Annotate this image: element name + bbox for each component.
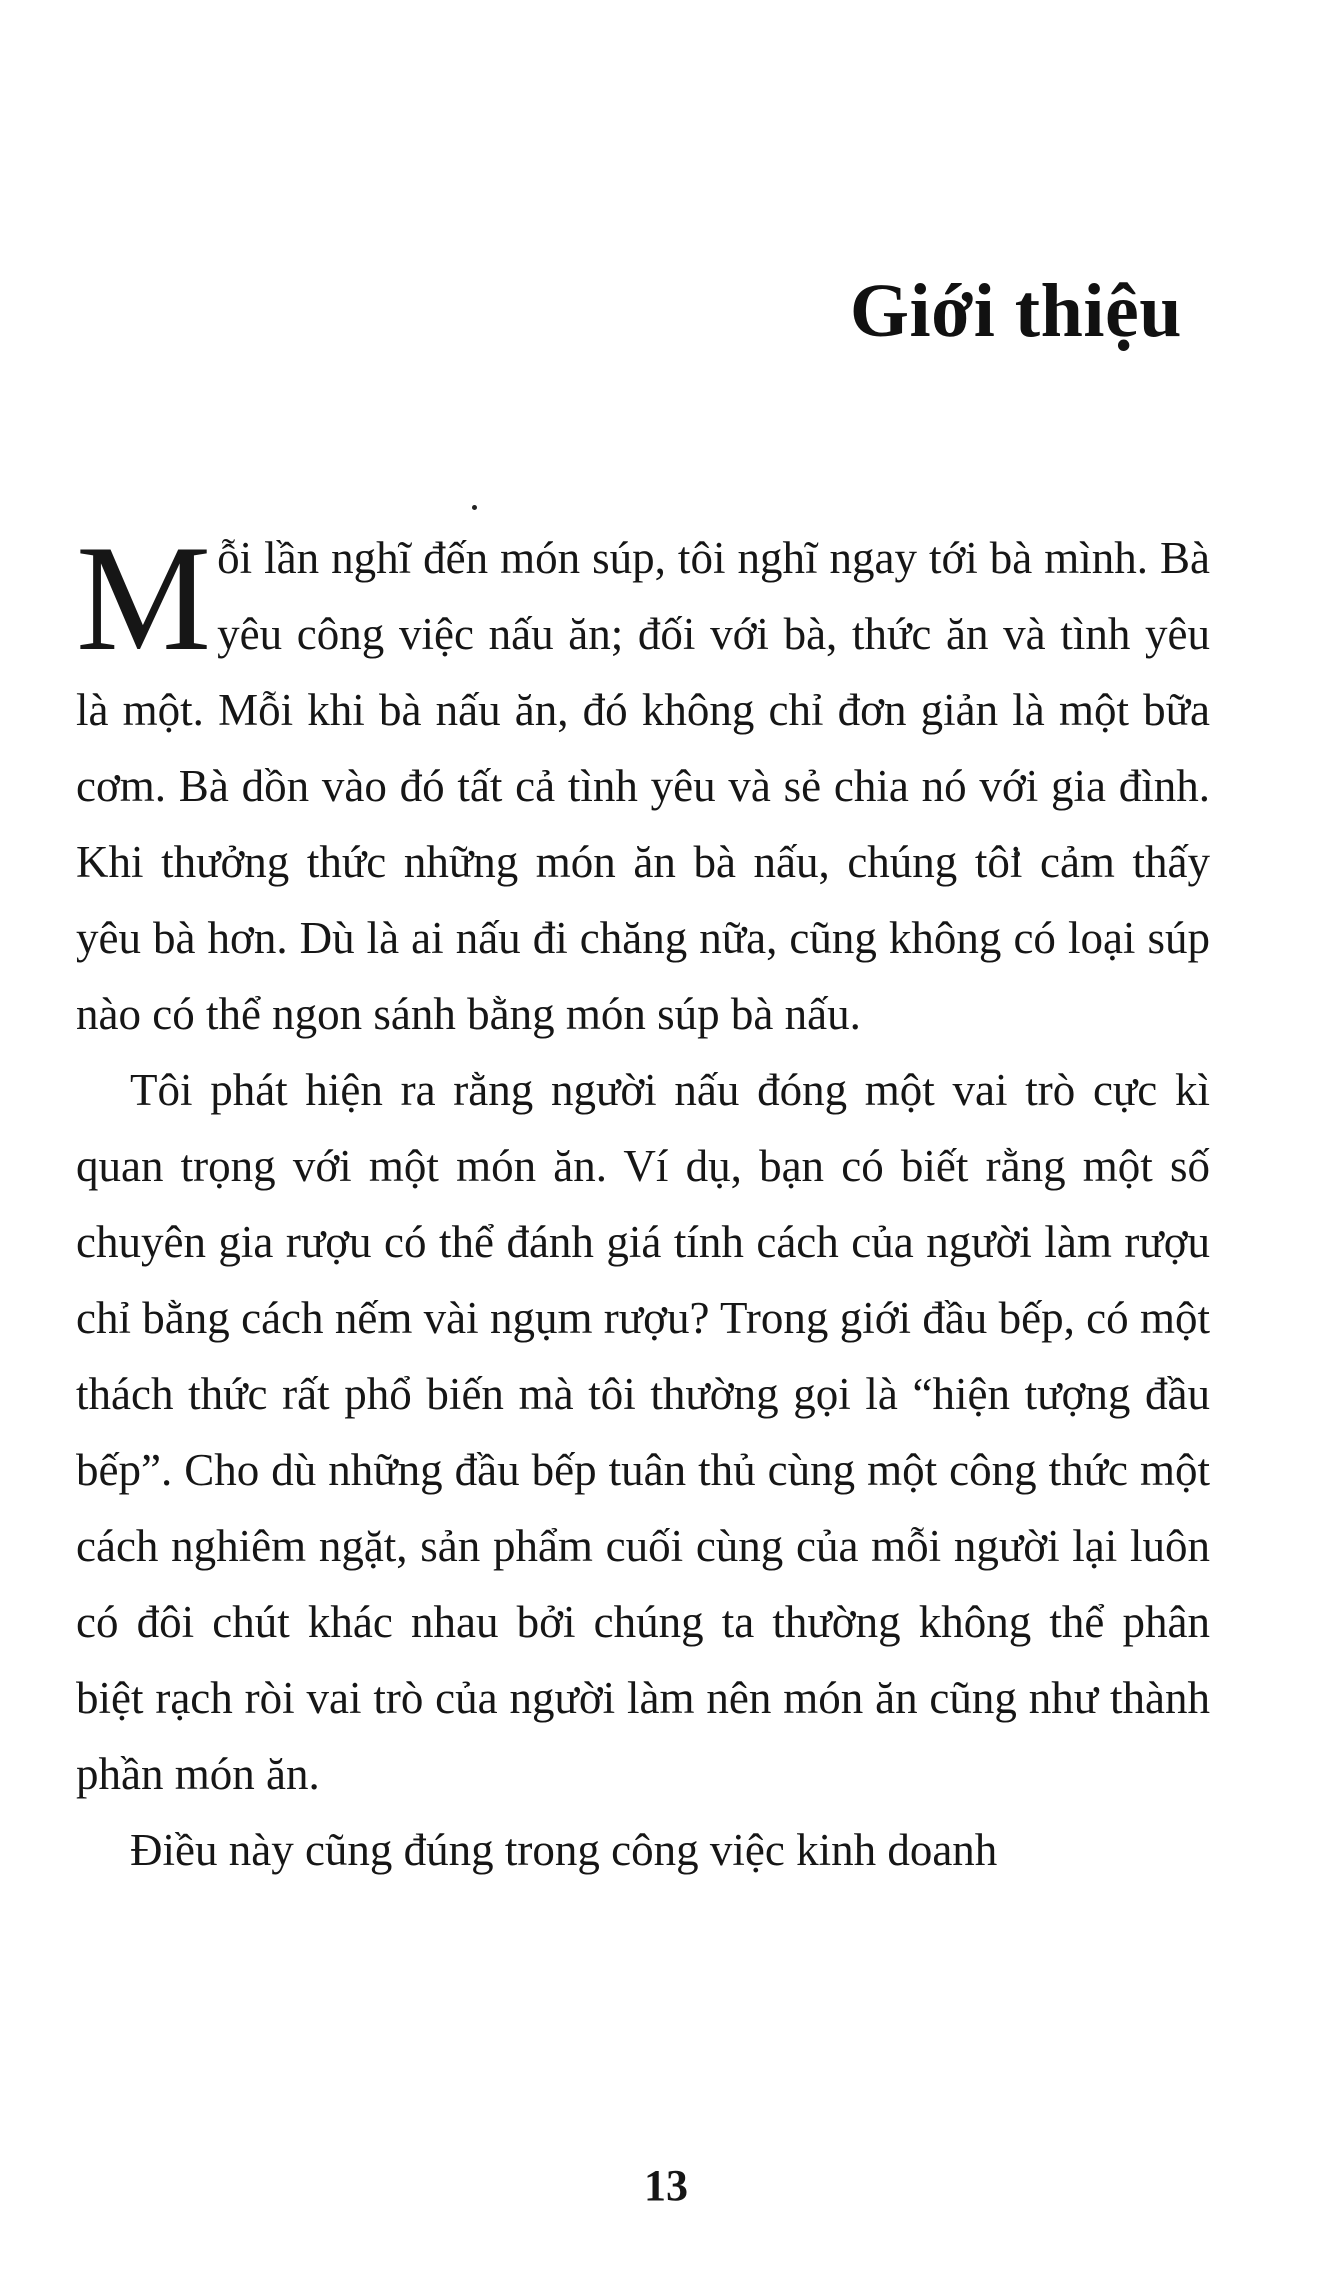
paragraph-1 xyxy=(76,514,1210,1052)
print-speck xyxy=(472,505,477,510)
paragraph-text: ỗi lần nghĩ đến món súp, tôi nghĩ ngay tới bà mình. Bà yêu công việc nấu ăn; đối với bà, thức ăn và tình yêu là một. Mỗi khi bà nấu ăn, đó không chỉ đơn giản là một bữa cơm. Bà dồn vào đó tất cả tình yêu và sẻ chia nó với gia đình. Khi thưởng thức những món ăn bà nấu, chúng tôi cảm thấy yêu bà hơn. Dù là ai nấu đi chăng nữa, cũng không có loại súp nào có thể ngon sánh bằng món súp bà nấu. xyxy=(76,533,1210,1039)
paragraph-text: Điều này cũng đúng trong công việc kinh doanh xyxy=(130,1825,998,1875)
chapter-title: Giới thiệu xyxy=(849,269,1182,353)
drop-cap: M xyxy=(76,514,212,682)
paragraph-2 xyxy=(76,1052,1210,1812)
paragraph-3 xyxy=(76,1812,1210,1888)
paragraph-text: Tôi phát hiện ra rằng người nấu đóng một vai trò cực kì quan trọng với một món ăn. Ví dụ, bạn có biết rằng một số chuyên gia rượu có thể đánh giá tính cách của người làm rượu chỉ bằng cách nếm vài ngụm rượu? Trong giới đầu bếp, có một thách thức rất phổ biến mà tôi thường gọi là “hiện tượng đầu bếp”. Cho dù những đầu bếp tuân thủ cùng một công thức một cách nghiêm ngặt, sản phẩm cuối cùng của mỗi người lại luôn có đôi chút khác nhau bởi chúng ta thường không thể phân biệt rạch ròi vai trò của người làm nên món ăn cũng như thành phần món ăn. xyxy=(76,1065,1210,1799)
page-number: 13 xyxy=(644,2161,688,2210)
body-text xyxy=(76,514,1210,1888)
